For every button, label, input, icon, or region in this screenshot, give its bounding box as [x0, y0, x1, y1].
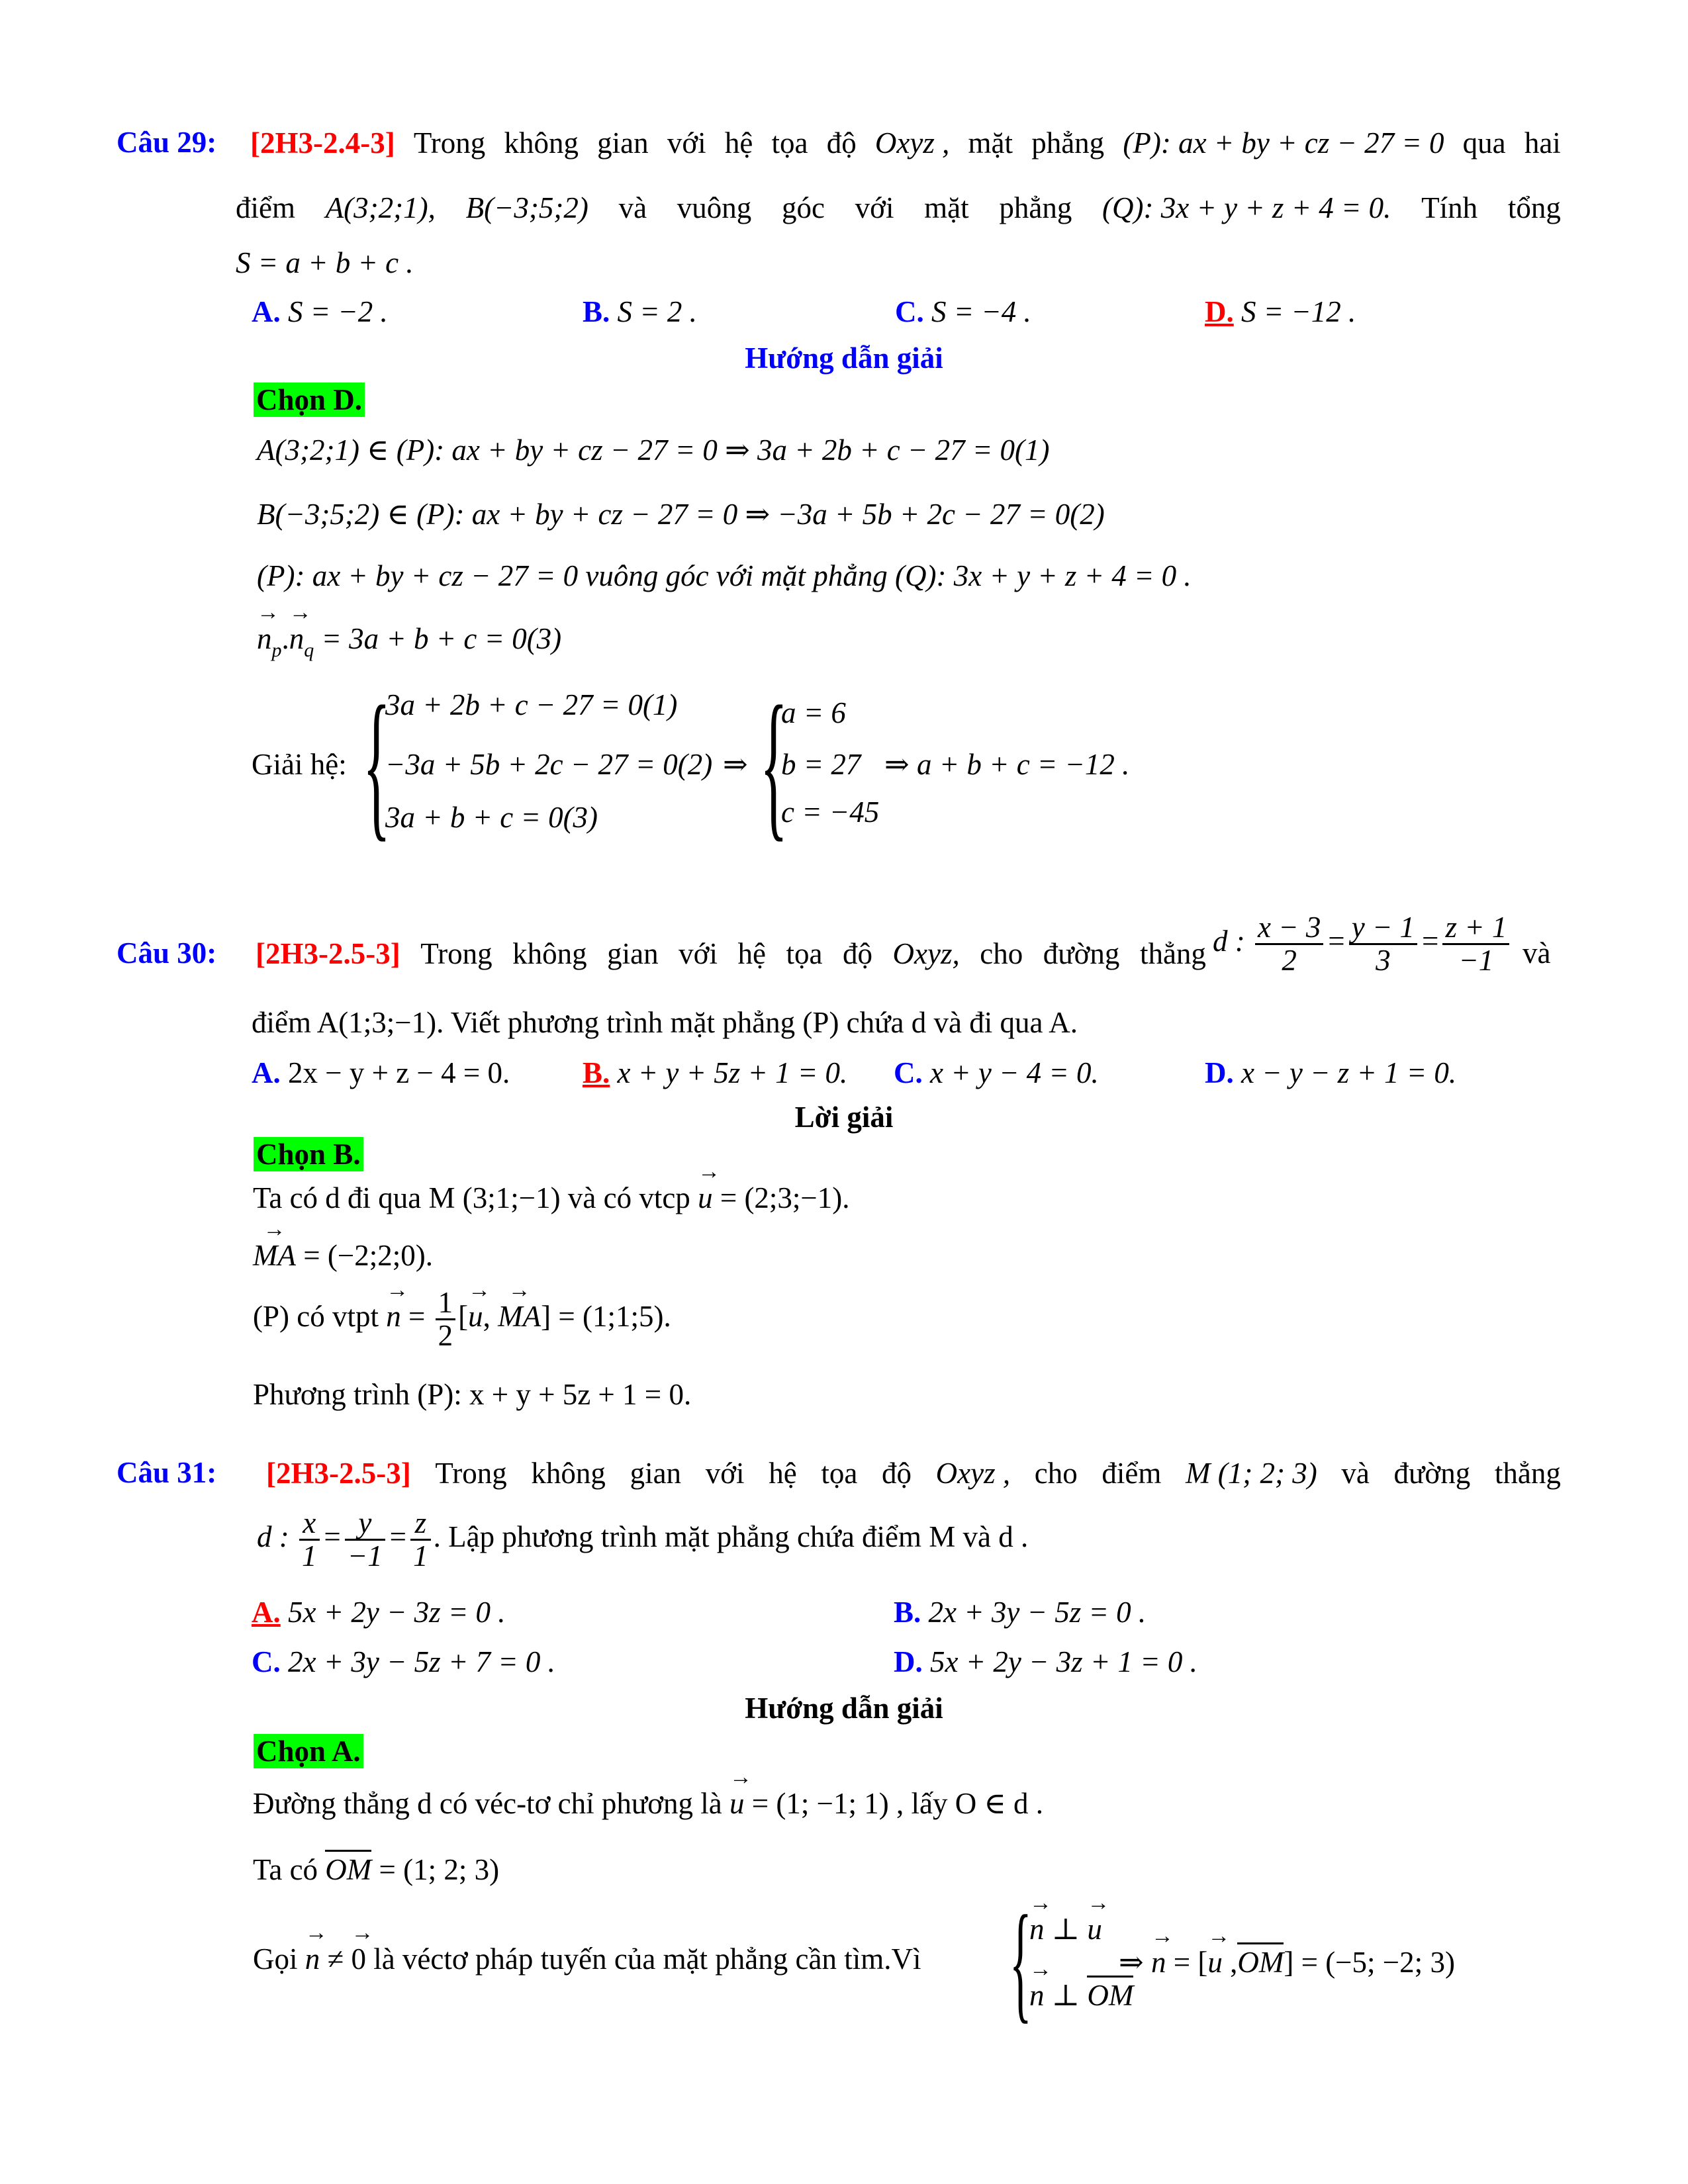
word: tọa	[786, 937, 823, 970]
q29-option-b: B. S = 2 .	[583, 295, 697, 328]
q29-step-2: B(−3;5;2) ∈ (P): ax + by + cz − 27 = 0 ⇒ −3a + 5b + 2c − 27 = 0(2)	[257, 498, 1105, 531]
word: thẳng	[1494, 1457, 1561, 1490]
q29-line1	[250, 126, 1561, 160]
word: không	[512, 937, 587, 970]
q30-option-b: B. x + y + 5z + 1 = 0.	[583, 1056, 848, 1089]
q29-solve-label: Giải hệ:	[252, 748, 347, 781]
word: Oxyz ,	[874, 126, 950, 159]
q29-step-3: (P): ax + by + cz − 27 = 0 vuông góc với mặt phẳng (Q): 3x + y + z + 4 = 0 .	[257, 559, 1192, 592]
question-code: [2H3-2.5-3]	[266, 1457, 411, 1490]
q29-option-d: D. S = −12 .	[1205, 295, 1356, 328]
q29-system-right-2: b = 27	[781, 748, 861, 781]
word: độ	[826, 126, 857, 159]
word: độ	[881, 1457, 912, 1490]
word: Oxyz ,	[935, 1457, 1011, 1490]
q31-line1	[266, 1456, 1561, 1490]
word: hệ	[724, 126, 753, 159]
word: gian	[597, 126, 649, 159]
q30-line2: điểm A(1;3;−1). Viết phương trình mặt phẳng (P) chứa d và đi qua A.	[252, 1006, 1078, 1039]
q31-chon: Chọn A.	[254, 1734, 363, 1768]
word: và	[618, 191, 647, 224]
q31-option-d: D. 5x + 2y − 3z + 1 = 0 .	[894, 1645, 1197, 1678]
word: với	[855, 191, 894, 224]
q29-dot-product: → $n_p.\to n_q = 3a + b + c = 0(3)$	[257, 622, 561, 662]
q30-option-d: D. x − y − z + 1 = 0.	[1205, 1056, 1457, 1089]
word: hệ	[737, 937, 766, 970]
word: mặt	[968, 126, 1013, 159]
word: cho	[1034, 1457, 1078, 1490]
q31-option-c: C. 2x + 3y − 5z + 7 = 0 .	[252, 1645, 555, 1678]
q30-label: Câu 30:	[117, 936, 217, 970]
q31-option-b: B. 2x + 3y − 5z = 0 .	[894, 1596, 1147, 1629]
word: vuông	[677, 191, 752, 224]
q29-option-c: C. S = −4 .	[895, 295, 1031, 328]
q30-line1	[256, 936, 1206, 971]
word: đường	[1043, 937, 1120, 970]
q29-system-left-2: −3a + 5b + 2c − 27 = 0(2)	[385, 748, 713, 781]
word: gian	[630, 1457, 682, 1490]
q30-label-line	[117, 936, 216, 971]
word: với	[667, 126, 706, 159]
word: mặt	[924, 191, 969, 224]
q29-step-1: A(3;2;1) ∈ (P): ax + by + cz − 27 = 0 ⇒ 3a + 2b + c − 27 = 0(1)	[257, 433, 1050, 467]
q29-line2	[236, 191, 1561, 225]
word: cho	[980, 937, 1023, 970]
q31-option-a: A. 5x + 2y − 3z = 0 .	[252, 1596, 506, 1629]
word: góc	[781, 191, 825, 224]
q29-system-right-1: a = 6	[781, 696, 846, 729]
word: tọa	[771, 126, 808, 159]
word: không	[531, 1457, 606, 1490]
word: gian	[607, 937, 659, 970]
q31-line2: d : $\frac{x}{1}$ = $\frac{y}{-1}$ = $\frac{z}{1}$ . Lập phương trình mặt phẳng chứa điểm M và d .	[257, 1506, 1029, 1573]
q29-conclusion: ⇒ a + b + c = −12 .	[884, 748, 1130, 781]
word: A(3;2;1),	[325, 191, 436, 224]
q30-line-equation: d : $\frac{x - 3}{2}$ = $\frac{y - 1}{3}$ = $\frac{z + 1}{-1}$	[1213, 912, 1512, 977]
q29-chon: Chọn D.	[254, 383, 365, 417]
q30-guide-title: Lời giải	[794, 1101, 894, 1134]
q30-option-c: C. x + y − 4 = 0.	[894, 1056, 1099, 1089]
left-brace-icon: {	[760, 672, 788, 856]
implies-arrow: ⇒	[723, 748, 748, 781]
q31-system-row-2: → n ⊥ OM	[1029, 1976, 1133, 2013]
word: hệ	[769, 1457, 797, 1490]
q30-line1-end: và	[1523, 936, 1551, 970]
word: thẳng	[1139, 937, 1206, 970]
q29-system-left-3: 3a + b + c = 0(3)	[385, 801, 598, 834]
q29-line3: S = a + b + c .	[236, 246, 414, 279]
q29-label: Câu 29:	[117, 126, 217, 159]
word: (P): ax + by + cz − 27 = 0	[1123, 126, 1444, 159]
q29-label-line	[117, 126, 216, 160]
word: với	[679, 937, 718, 970]
q30-step-1: Ta có d đi qua M (3;1;−1) và có vtcp → u = (2;3;−1).	[253, 1181, 850, 1216]
word: với	[705, 1457, 745, 1490]
q31-label-line	[117, 1456, 216, 1490]
q29-guide-title: Hướng dẫn giải	[745, 341, 943, 375]
word: độ	[842, 937, 872, 970]
q31-step-2: Ta có OM = (1; 2; 3)	[253, 1850, 499, 1888]
q30-step-3: (P) có vtpt → n = $\frac{1}{2}$ [→ u, → MA] = (1;1;5).	[253, 1287, 671, 1352]
word: Trong	[413, 126, 486, 159]
q30-option-a: A. 2x − y + z − 4 = 0.	[252, 1056, 510, 1089]
word: B(−3;5;2)	[465, 191, 588, 224]
word: điểm	[1102, 1457, 1162, 1490]
q31-step-1: Đường thẳng d có véc-tơ chỉ phương là → u = (1; −1; 1) , lấy O ∈ d .	[253, 1787, 1043, 1821]
q30-step-4: Phương trình (P): x + y + 5z + 1 = 0.	[253, 1378, 692, 1411]
word: qua	[1462, 126, 1506, 159]
q31-guide-title: Hướng dẫn giải	[745, 1692, 943, 1725]
q31-result: ⇒ → n = [→ u ,OM] = (−5; −2; 3)	[1119, 1942, 1455, 1980]
word: không	[504, 126, 579, 159]
q30-step-2: → MA = (−2;2;0).	[253, 1239, 433, 1273]
word: Trong	[435, 1457, 507, 1490]
q29-system-left-1: 3a + 2b + c − 27 = 0(1)	[385, 688, 678, 721]
q31-system-row-1: → n ⊥ → u	[1029, 1913, 1102, 1947]
word: điểm	[236, 191, 295, 224]
q29-system-right-3: c = −45	[781, 796, 880, 829]
word: phẳng	[1031, 126, 1105, 159]
q31-step-3: Gọi → n ≠ → 0 là véctơ pháp tuyến của mặt phẳng cần tìm.Vì	[253, 1942, 921, 1977]
q30-chon: Chọn B.	[254, 1137, 363, 1171]
question-code: [2H3-2.5-3]	[256, 937, 400, 970]
word: M (1; 2; 3)	[1186, 1457, 1317, 1490]
word: Oxyz,	[892, 937, 960, 970]
word: tổng	[1507, 191, 1561, 224]
word: phẳng	[999, 191, 1072, 224]
q29-option-a: A. S = −2 .	[252, 295, 388, 328]
word: hai	[1524, 126, 1561, 159]
question-code: [2H3-2.4-3]	[250, 126, 395, 159]
word: và	[1341, 1457, 1370, 1490]
left-brace-icon: {	[1009, 1889, 1032, 2035]
word: (Q): 3x + y + z + 4 = 0.	[1102, 191, 1391, 224]
word: Trong	[420, 937, 492, 970]
q31-label: Câu 31:	[117, 1456, 217, 1489]
word: đường	[1393, 1457, 1471, 1490]
word: Tính	[1421, 191, 1478, 224]
left-brace-icon: {	[363, 672, 391, 856]
word: tọa	[821, 1457, 858, 1490]
